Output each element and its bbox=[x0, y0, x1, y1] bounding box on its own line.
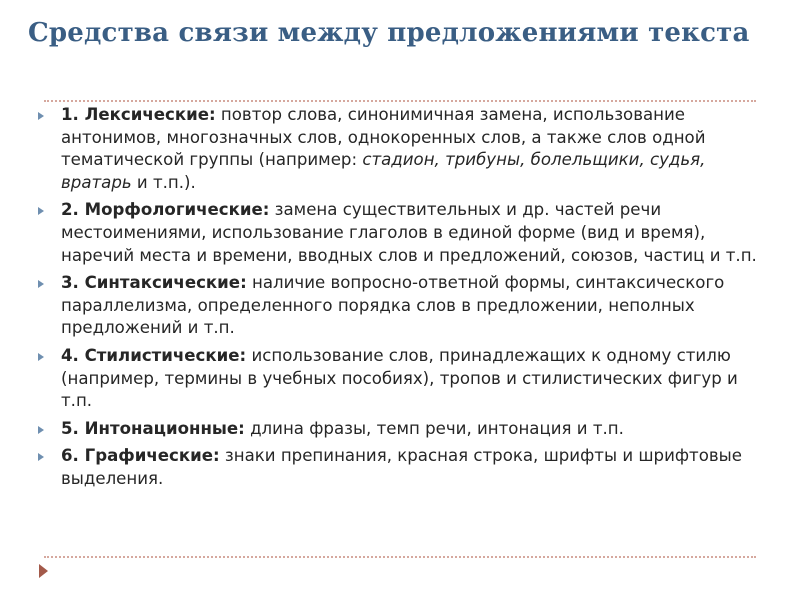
nav-triangle-icon[interactable] bbox=[39, 564, 48, 578]
top-divider bbox=[44, 100, 756, 102]
item-tail: и т.п.). bbox=[131, 172, 196, 192]
list-item-syntactic bbox=[34, 272, 762, 340]
item-examples: стадион, трибуны, болельщики, судья, вратарь bbox=[61, 150, 706, 192]
item-heading: 1. Лексические: bbox=[61, 105, 216, 124]
list-item-lexical bbox=[34, 104, 762, 194]
bottom-divider bbox=[44, 556, 756, 558]
bullet-list bbox=[34, 104, 762, 496]
item-text: использование слов, принадлежащих к одному стилю (например, термины в учебных пособиях), тропов и стилистических фигур и т.п. bbox=[61, 345, 738, 411]
bullet-triangle-icon bbox=[38, 207, 44, 215]
bullet-triangle-icon bbox=[38, 453, 44, 461]
list-item-graphic bbox=[34, 445, 762, 490]
item-heading: 4. Стилистические: bbox=[61, 345, 247, 365]
item-heading: 5. Интонационные: bbox=[61, 418, 245, 438]
item-text: длина фразы, темп речи, интонация и т.п. bbox=[244, 418, 624, 438]
list-item-stylistic bbox=[34, 345, 762, 413]
item-text: наличие вопросно-ответной формы, синтаксического параллелизма, определенного порядка слов в предложении, неполных предложений и т.п. bbox=[61, 273, 725, 338]
item-heading: 2. Морфологические: bbox=[61, 200, 270, 220]
item-text: знаки препинания, красная строка, шрифты и шрифтовые выделения. bbox=[61, 446, 742, 488]
item-text: повтор слова, синонимичная замена, использование антонимов, многозначных слов, однокоренных слов, а также слов одной тематической группы (например: bbox=[61, 105, 706, 170]
list-item-morphological bbox=[34, 199, 762, 267]
item-text: замена существительных и др. частей речи местоимениями, использование глаголов в единой форме (вид и время), наречий места и времени, вводных слов и предложений, союзов, частиц и т.п. bbox=[61, 200, 757, 265]
item-heading: 3. Синтаксические: bbox=[61, 273, 247, 293]
bullet-triangle-icon bbox=[38, 353, 44, 361]
slide-title: Средства связи между предложениями текста bbox=[28, 18, 750, 48]
item-heading: 6. Графические: bbox=[61, 446, 220, 466]
bullet-triangle-icon bbox=[38, 280, 44, 288]
bullet-triangle-icon bbox=[38, 426, 44, 434]
list-item-intonational bbox=[34, 418, 762, 441]
bullet-triangle-icon bbox=[38, 112, 44, 120]
